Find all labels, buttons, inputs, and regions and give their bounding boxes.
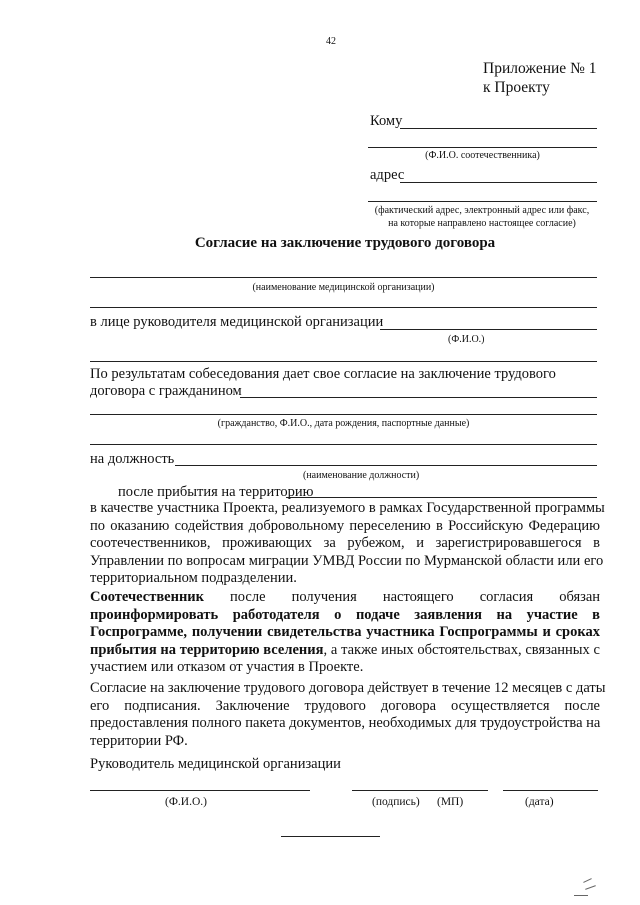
obligation-word-receiving: получения [291, 589, 357, 605]
scan-mark-2 [585, 885, 596, 890]
obligation-line-4-bold: прибытия на территорию вселения [90, 641, 324, 658]
signature-fio-line[interactable] [90, 790, 310, 791]
obligation-line-1 [90, 589, 600, 607]
obligation-line-4-rest: , а также иных обстоятельствах, связанных с [323, 641, 600, 658]
address-label: адрес [370, 167, 405, 183]
interview-line-1: По результатам собеседования дает свое согласие на заключение трудового [90, 366, 556, 382]
org-field-line[interactable] [90, 277, 597, 278]
head-field-line-2[interactable] [90, 361, 597, 362]
validity-line-1: Согласие на заключение трудового договора действует в течение 12 месяцев с даты [90, 680, 606, 696]
address-field-line-1[interactable] [400, 182, 597, 183]
citizen-field-line[interactable] [240, 397, 597, 398]
position-label: на должность [90, 451, 175, 467]
position-hint: (наименование должности) [303, 470, 420, 481]
org-field-line-2[interactable] [90, 307, 597, 308]
participant-line-5: территориальном подразделении. [90, 570, 297, 586]
org-hint: (наименование медицинской организации) [252, 282, 435, 293]
participant-line-3: соотечественников, проживающих за рубежом, и зарегистрировавшегося в [90, 535, 600, 551]
obligation-word-this: настоящего [382, 589, 454, 605]
scan-mark-1 [583, 878, 592, 883]
validity-line-2: его подписания. Заключение трудового договора осуществляется после [90, 697, 600, 714]
participant-line-2: по оказанию содействия добровольному переселению в Российскую Федерацию [90, 517, 600, 534]
participant-line-1: в качестве участника Проекта, реализуемого в рамках Государственной программы [90, 500, 605, 516]
validity-paragraph [90, 680, 606, 750]
obligation-word-consent: согласия [479, 589, 534, 605]
signature-sign-hint: (подпись) [372, 796, 420, 808]
document-title: Согласие на заключение трудового договора [194, 235, 496, 251]
signature-head-label: Руководитель медицинской организации [90, 756, 341, 772]
signature-date-line[interactable] [503, 790, 598, 791]
scan-mark-3 [574, 895, 588, 896]
page-number: 42 [326, 36, 336, 47]
address-field-line-2[interactable] [368, 201, 597, 202]
obligation-line-4 [90, 642, 600, 660]
obligation-word-must: обязан [559, 589, 601, 605]
arrival-label: после прибытия на территорию [118, 484, 314, 500]
signature-stamp-hint: (МП) [437, 796, 464, 808]
address-hint-1: (фактический адрес, электронный адрес или факс, [374, 205, 590, 216]
citizen-field-line-3[interactable] [90, 444, 597, 445]
obligation-line-2: проинформировать работодателя о подаче заявления на участие в [90, 606, 600, 623]
obligation-paragraph [90, 589, 600, 677]
address-hint-2: на которые направлено настоящее согласие) [388, 218, 576, 229]
appendix-title: Приложение № 1 [483, 60, 597, 77]
head-fio-hint: (Ф.И.О.) [448, 334, 485, 345]
position-field-line[interactable] [175, 465, 597, 466]
signature-date-hint: (дата) [525, 796, 554, 808]
citizen-field-line-2[interactable] [90, 414, 597, 415]
participant-line-4: Управлении по вопросам миграции УМВД России по Мурманской области или его [90, 552, 604, 569]
to-hint: (Ф.И.О. соотечественника) [425, 150, 540, 161]
interview-line-2: договора с гражданином [90, 383, 242, 399]
head-fio-line[interactable] [380, 329, 597, 330]
signature-sign-line[interactable] [352, 790, 488, 791]
obligation-subject: Соотечественник [90, 589, 205, 605]
to-label: Кому [370, 113, 403, 129]
appendix-subtitle: к Проекту [483, 79, 550, 96]
head-label: в лице руководителя медицинской организации [90, 314, 384, 330]
validity-line-3: предоставления полного пакета документов, необходимых для трудоустройства на [90, 715, 601, 731]
obligation-line-3: Госпрограмме, получении свидетельства участника Госпрограммы и сроках [90, 624, 600, 640]
citizen-hint: (гражданство, Ф.И.О., дата рождения, паспортные данные) [217, 418, 470, 429]
to-field-line-1[interactable] [400, 128, 597, 129]
closing-separator [281, 836, 380, 837]
to-field-line-2[interactable] [368, 147, 597, 148]
participant-paragraph [90, 500, 605, 588]
obligation-line-5: участием или отказом от участия в Проекте. [90, 659, 364, 675]
arrival-field-line[interactable] [286, 497, 597, 498]
signature-fio-hint: (Ф.И.О.) [165, 796, 207, 808]
validity-line-4: территории РФ. [90, 732, 188, 749]
obligation-word-after: после [230, 589, 266, 605]
